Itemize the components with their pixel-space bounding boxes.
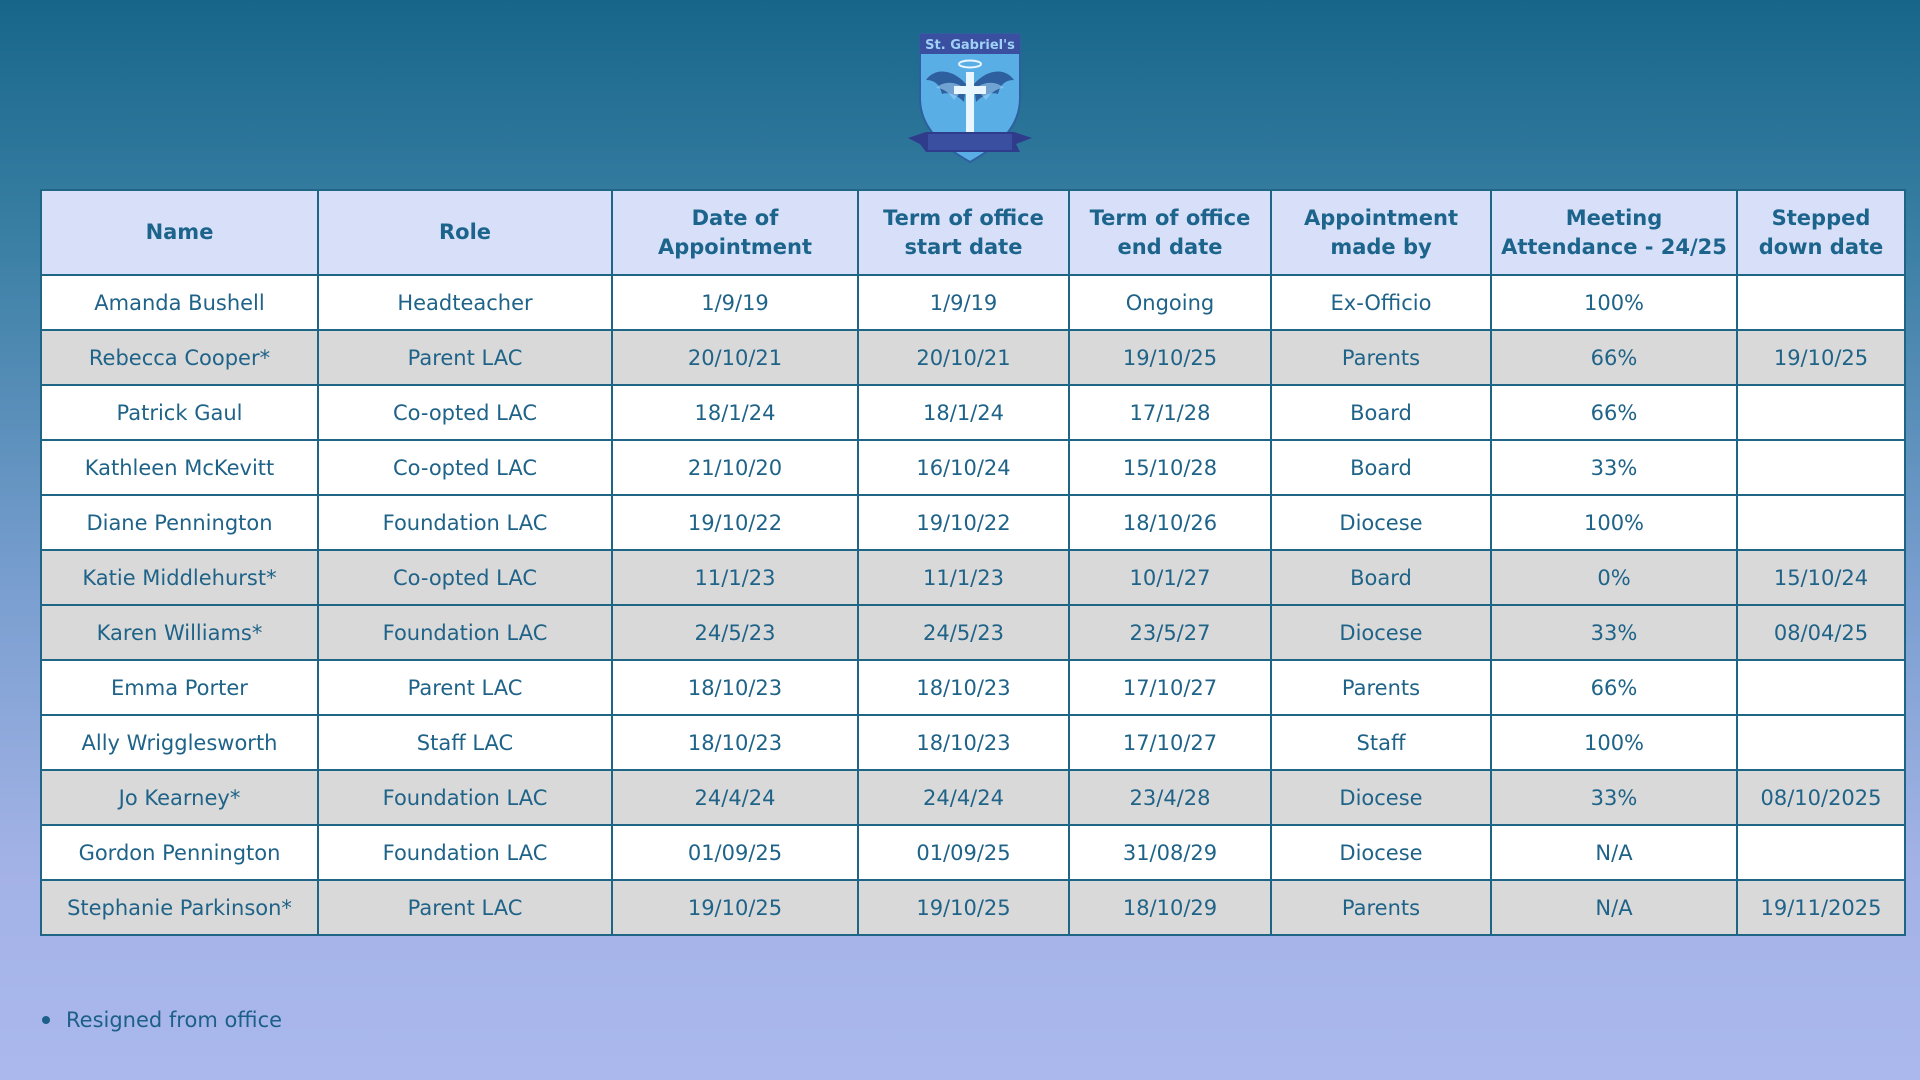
cell-meeting-attendance: 66%	[1491, 330, 1737, 385]
cell-meeting-attendance: 100%	[1491, 275, 1737, 330]
cell-term-start: 18/10/23	[858, 715, 1069, 770]
cell-role: Foundation LAC	[318, 495, 612, 550]
cell-stepped-down-date	[1737, 715, 1905, 770]
crest-banner-text: St. Gabriel's	[925, 38, 1015, 53]
cell-appointment-made-by: Parents	[1271, 880, 1491, 935]
cell-term-start: 16/10/24	[858, 440, 1069, 495]
governors-table-container	[40, 189, 1904, 936]
cell-term-end: 31/08/29	[1069, 825, 1271, 880]
cell-name: Karen Williams*	[41, 605, 318, 660]
cell-stepped-down-date: 15/10/24	[1737, 550, 1905, 605]
cell-term-end: 23/4/28	[1069, 770, 1271, 825]
header-name: Name	[41, 190, 318, 275]
footnote-text: Resigned from office	[66, 1008, 283, 1032]
footnote	[42, 1008, 282, 1032]
cell-term-start: 24/4/24	[858, 770, 1069, 825]
cell-date-of-appointment: 21/10/20	[612, 440, 858, 495]
cell-meeting-attendance: 33%	[1491, 440, 1737, 495]
header-term-end: Term of office end date	[1069, 190, 1271, 275]
cell-name: Kathleen McKevitt	[41, 440, 318, 495]
cell-term-start: 1/9/19	[858, 275, 1069, 330]
cell-term-start: 18/1/24	[858, 385, 1069, 440]
cell-name: Ally Wrigglesworth	[41, 715, 318, 770]
bullet-icon	[42, 1016, 50, 1024]
cell-role: Parent LAC	[318, 330, 612, 385]
cell-role: Co-opted LAC	[318, 550, 612, 605]
cell-appointment-made-by: Staff	[1271, 715, 1491, 770]
cell-appointment-made-by: Ex-Officio	[1271, 275, 1491, 330]
header-appointment-made-by: Appointment made by	[1271, 190, 1491, 275]
cell-role: Parent LAC	[318, 880, 612, 935]
cell-stepped-down-date: 08/10/2025	[1737, 770, 1905, 825]
cell-date-of-appointment: 19/10/22	[612, 495, 858, 550]
cell-term-end: 17/10/27	[1069, 715, 1271, 770]
table-row	[41, 330, 1905, 385]
cell-date-of-appointment: 20/10/21	[612, 330, 858, 385]
cell-meeting-attendance: 100%	[1491, 715, 1737, 770]
cell-term-end: 18/10/29	[1069, 880, 1271, 935]
cell-appointment-made-by: Parents	[1271, 330, 1491, 385]
cell-term-start: 19/10/25	[858, 880, 1069, 935]
cell-appointment-made-by: Diocese	[1271, 605, 1491, 660]
cell-date-of-appointment: 11/1/23	[612, 550, 858, 605]
cell-role: Headteacher	[318, 275, 612, 330]
cell-term-start: 24/5/23	[858, 605, 1069, 660]
header-date-of-appointment: Date of Appointment	[612, 190, 858, 275]
cell-meeting-attendance: 100%	[1491, 495, 1737, 550]
school-crest	[906, 28, 1034, 168]
cell-date-of-appointment: 1/9/19	[612, 275, 858, 330]
cell-appointment-made-by: Board	[1271, 550, 1491, 605]
table-row	[41, 825, 1905, 880]
cell-role: Foundation LAC	[318, 770, 612, 825]
table-row	[41, 880, 1905, 935]
cell-name: Patrick Gaul	[41, 385, 318, 440]
cell-role: Co-opted LAC	[318, 440, 612, 495]
cell-stepped-down-date: 19/11/2025	[1737, 880, 1905, 935]
cell-meeting-attendance: 33%	[1491, 770, 1737, 825]
cell-name: Katie Middlehurst*	[41, 550, 318, 605]
cell-meeting-attendance: 66%	[1491, 385, 1737, 440]
cell-stepped-down-date	[1737, 495, 1905, 550]
cell-name: Stephanie Parkinson*	[41, 880, 318, 935]
cell-appointment-made-by: Diocese	[1271, 770, 1491, 825]
cell-stepped-down-date	[1737, 660, 1905, 715]
table-row	[41, 440, 1905, 495]
cell-role: Foundation LAC	[318, 605, 612, 660]
cell-stepped-down-date	[1737, 825, 1905, 880]
cell-stepped-down-date	[1737, 275, 1905, 330]
cell-term-end: 23/5/27	[1069, 605, 1271, 660]
table-row	[41, 660, 1905, 715]
cell-stepped-down-date	[1737, 440, 1905, 495]
cell-appointment-made-by: Parents	[1271, 660, 1491, 715]
cell-role: Staff LAC	[318, 715, 612, 770]
cell-term-end: 17/10/27	[1069, 660, 1271, 715]
cell-meeting-attendance: 33%	[1491, 605, 1737, 660]
header-role: Role	[318, 190, 612, 275]
cell-meeting-attendance: 66%	[1491, 660, 1737, 715]
cell-date-of-appointment: 18/1/24	[612, 385, 858, 440]
cell-term-start: 20/10/21	[858, 330, 1069, 385]
table-header-row	[41, 190, 1905, 275]
table-row	[41, 715, 1905, 770]
cell-name: Rebecca Cooper*	[41, 330, 318, 385]
school-crest-icon	[906, 28, 1034, 168]
cell-term-start: 19/10/22	[858, 495, 1069, 550]
table-row	[41, 385, 1905, 440]
cell-meeting-attendance: N/A	[1491, 825, 1737, 880]
cell-term-end: 10/1/27	[1069, 550, 1271, 605]
cell-term-start: 11/1/23	[858, 550, 1069, 605]
cell-date-of-appointment: 19/10/25	[612, 880, 858, 935]
cell-stepped-down-date: 08/04/25	[1737, 605, 1905, 660]
cell-name: Diane Pennington	[41, 495, 318, 550]
table-row	[41, 495, 1905, 550]
cell-date-of-appointment: 18/10/23	[612, 715, 858, 770]
cell-stepped-down-date	[1737, 385, 1905, 440]
table-row	[41, 275, 1905, 330]
cell-term-start: 01/09/25	[858, 825, 1069, 880]
header-meeting-attendance: Meeting Attendance - 24/25	[1491, 190, 1737, 275]
cell-meeting-attendance: 0%	[1491, 550, 1737, 605]
cell-appointment-made-by: Diocese	[1271, 495, 1491, 550]
cell-name: Jo Kearney*	[41, 770, 318, 825]
cell-stepped-down-date: 19/10/25	[1737, 330, 1905, 385]
governors-table	[40, 189, 1906, 936]
cell-term-end: 19/10/25	[1069, 330, 1271, 385]
table-body	[41, 275, 1905, 935]
cell-date-of-appointment: 01/09/25	[612, 825, 858, 880]
cell-name: Amanda Bushell	[41, 275, 318, 330]
cell-date-of-appointment: 18/10/23	[612, 660, 858, 715]
cell-role: Foundation LAC	[318, 825, 612, 880]
cell-term-end: Ongoing	[1069, 275, 1271, 330]
cell-term-end: 17/1/28	[1069, 385, 1271, 440]
cell-term-start: 18/10/23	[858, 660, 1069, 715]
cell-role: Parent LAC	[318, 660, 612, 715]
cell-role: Co-opted LAC	[318, 385, 612, 440]
cell-name: Emma Porter	[41, 660, 318, 715]
cell-date-of-appointment: 24/5/23	[612, 605, 858, 660]
cell-meeting-attendance: N/A	[1491, 880, 1737, 935]
header-term-start: Term of office start date	[858, 190, 1069, 275]
cell-date-of-appointment: 24/4/24	[612, 770, 858, 825]
table-row	[41, 550, 1905, 605]
cell-appointment-made-by: Diocese	[1271, 825, 1491, 880]
header-stepped-down-date: Stepped down date	[1737, 190, 1905, 275]
cell-appointment-made-by: Board	[1271, 440, 1491, 495]
cell-name: Gordon Pennington	[41, 825, 318, 880]
table-row	[41, 605, 1905, 660]
cell-appointment-made-by: Board	[1271, 385, 1491, 440]
cell-term-end: 15/10/28	[1069, 440, 1271, 495]
table-row	[41, 770, 1905, 825]
cell-term-end: 18/10/26	[1069, 495, 1271, 550]
